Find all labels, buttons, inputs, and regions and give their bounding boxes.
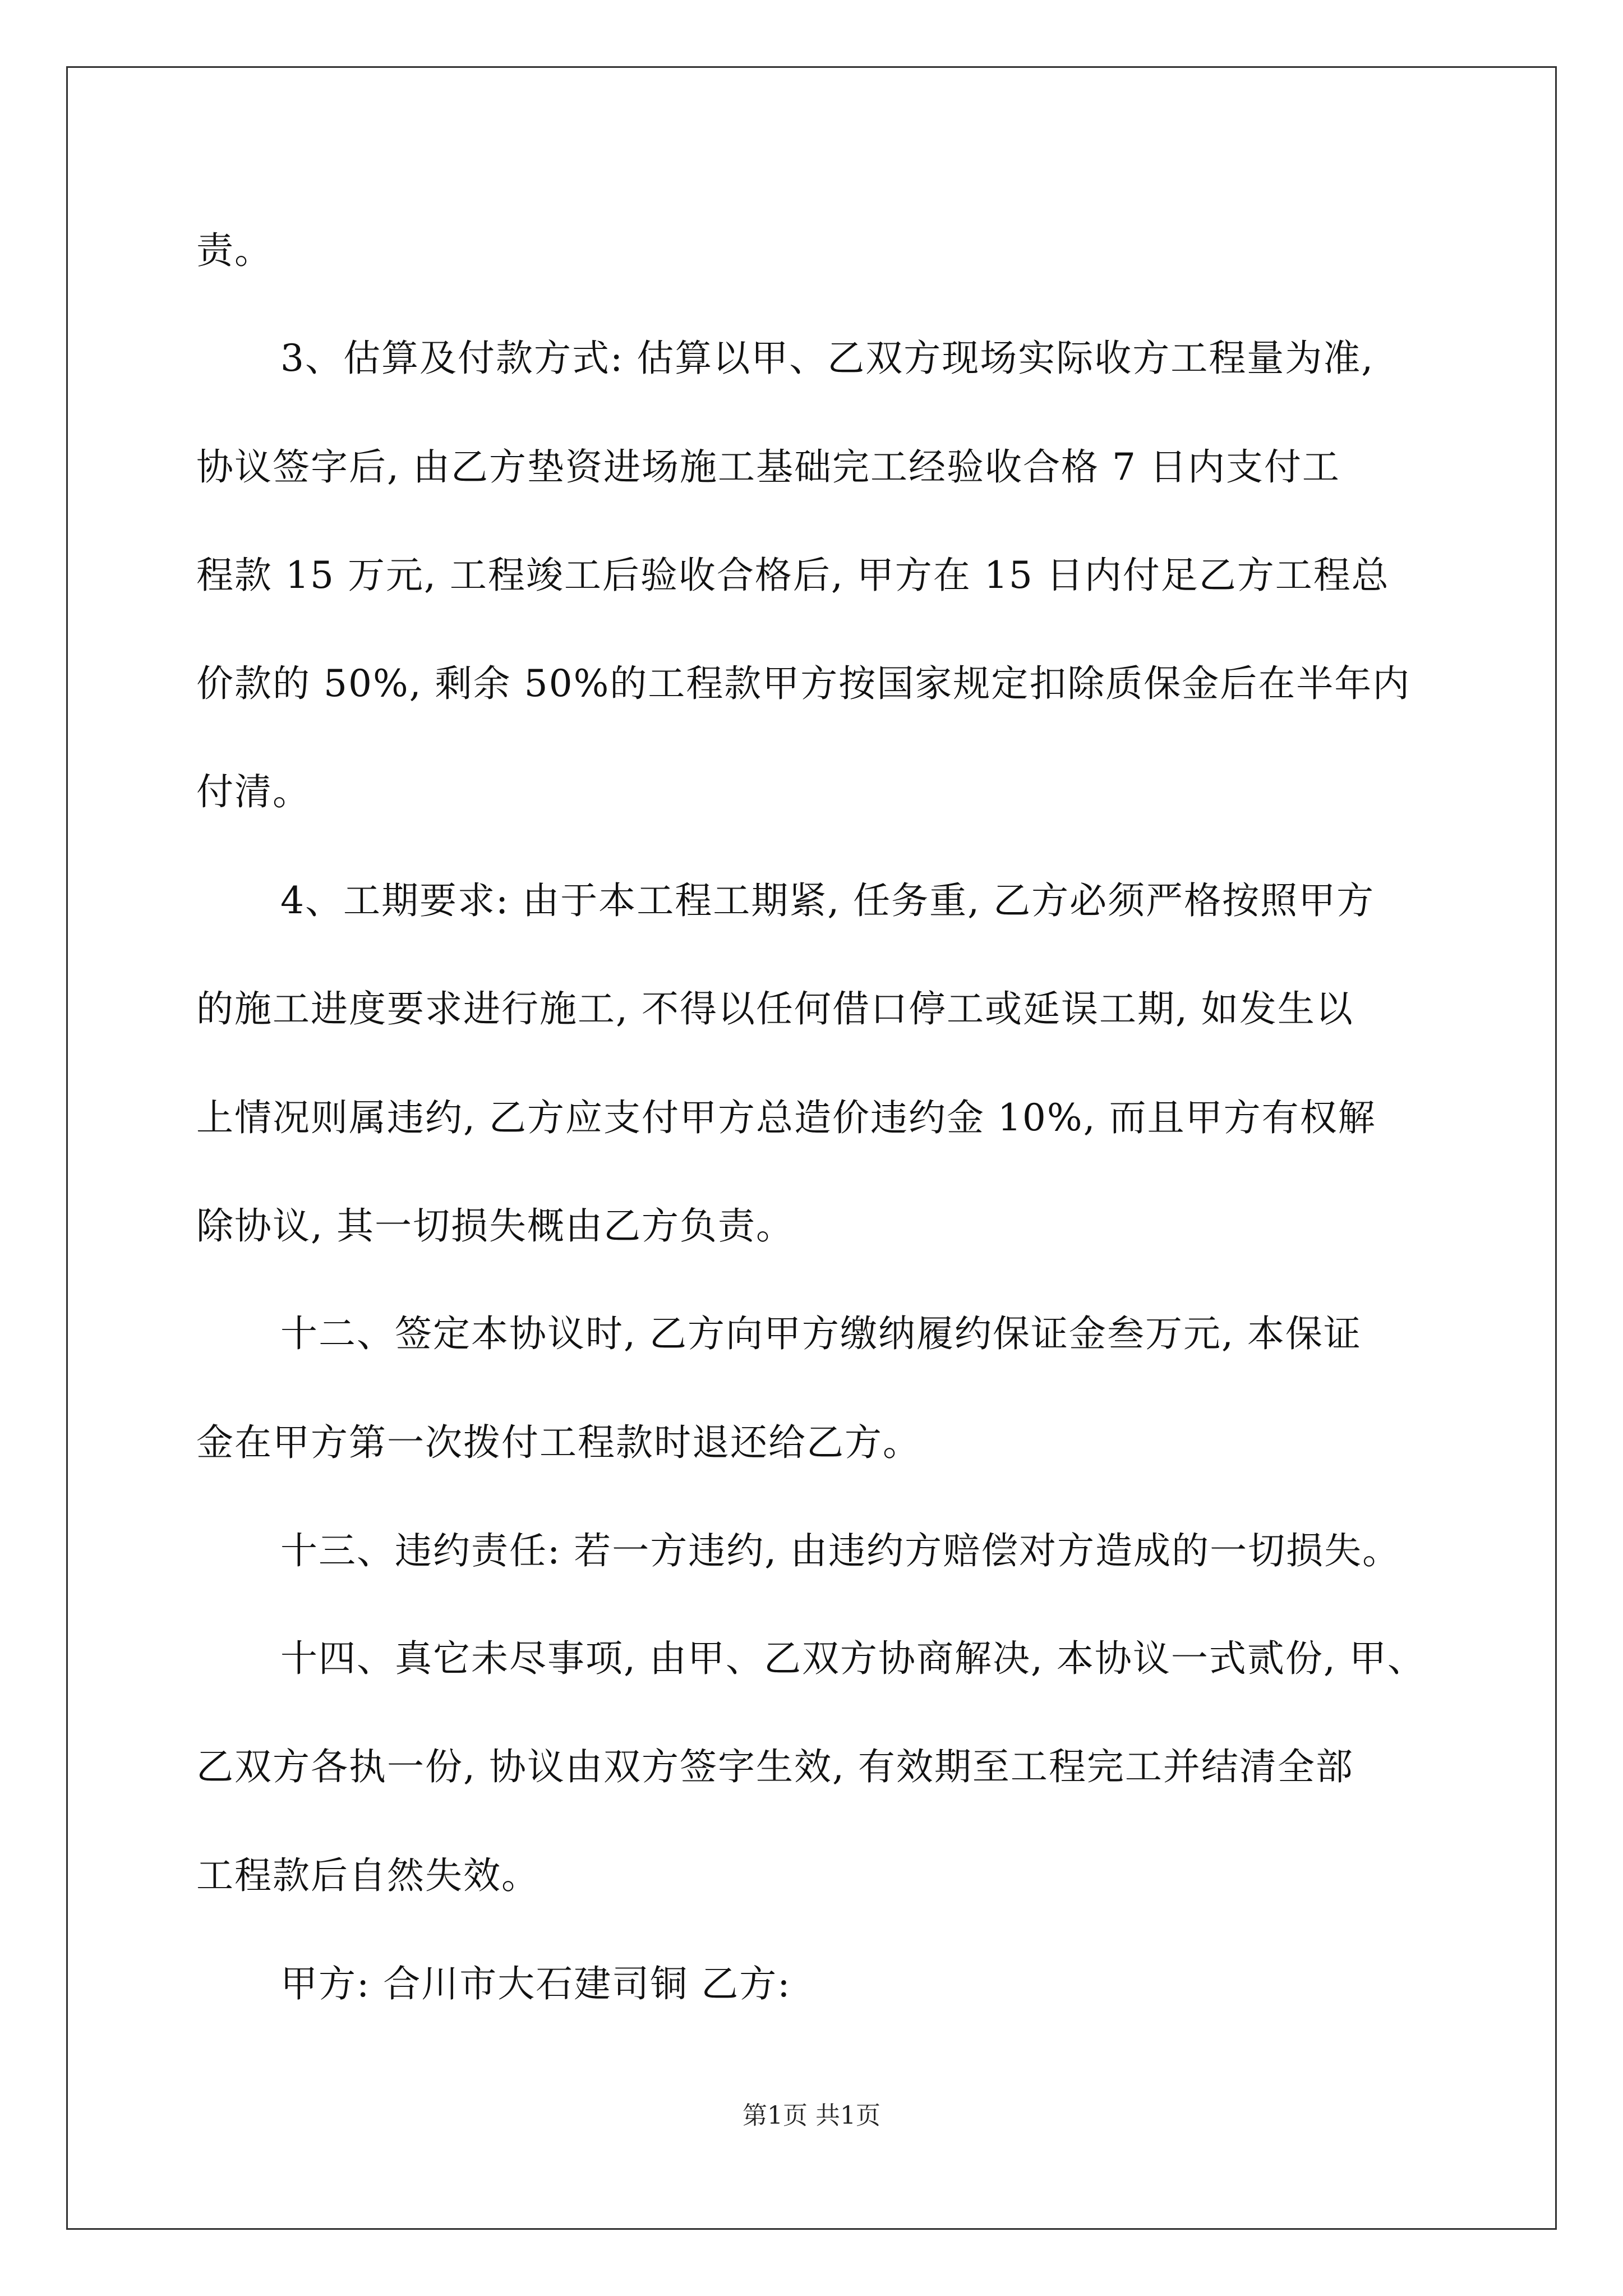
text-line-7: 4、工期要求: 由于本工程工期紧, 任务重, 乙方必须严格按照甲方: [280, 879, 1375, 922]
text-line-15: 乙双方各执一份, 协议由双方签字生效, 有效期至工程完工并结清全部: [196, 1745, 1354, 1788]
text-line-16: 工程款后自然失效。: [196, 1854, 540, 1897]
text-line-11: 十二、签定本协议时, 乙方向甲方缴纳履约保证金叁万元, 本保证: [280, 1312, 1362, 1355]
text-line-2: 3、估算及付款方式: 估算以甲、乙双方现场实际收方工程量为准,: [280, 337, 1375, 380]
text-line-4: 程款 15 万元, 工程竣工后验收合格后, 甲方在 15 日内付足乙方工程总: [196, 554, 1390, 597]
text-line-1: 责。: [196, 229, 273, 272]
text-line-5: 价款的 50%, 剩余 50%的工程款甲方按国家规定扣除质保金后在半年内: [196, 662, 1411, 705]
text-line-9: 上情况则属违约, 乙方应支付甲方总造价违约金 10%, 而且甲方有权解: [196, 1096, 1376, 1139]
text-line-6: 付清。: [196, 770, 311, 813]
text-line-8: 的施工进度要求进行施工, 不得以任何借口停工或延误工期, 如发生以: [196, 987, 1354, 1030]
text-line-3: 协议签字后, 由乙方垫资进场施工基础完工经验收合格 7 日内支付工: [196, 445, 1340, 489]
text-line-13: 十三、违约责任: 若一方违约, 由违约方赔偿对方造成的一切损失。: [280, 1529, 1401, 1572]
text-line-14: 十四、真它未尽事项, 由甲、乙双方协商解决, 本协议一式贰份, 甲、: [280, 1637, 1426, 1680]
text-line-12: 金在甲方第一次拨付工程款时退还给乙方。: [196, 1421, 921, 1464]
page-footer: 第1页 共1页: [743, 2101, 880, 2130]
text-line-17: 甲方: 合川市大石建司铜 乙方:: [280, 1962, 791, 2005]
page-border: [66, 66, 1557, 2230]
text-line-10: 除协议, 其一切损失概由乙方负责。: [196, 1204, 794, 1248]
